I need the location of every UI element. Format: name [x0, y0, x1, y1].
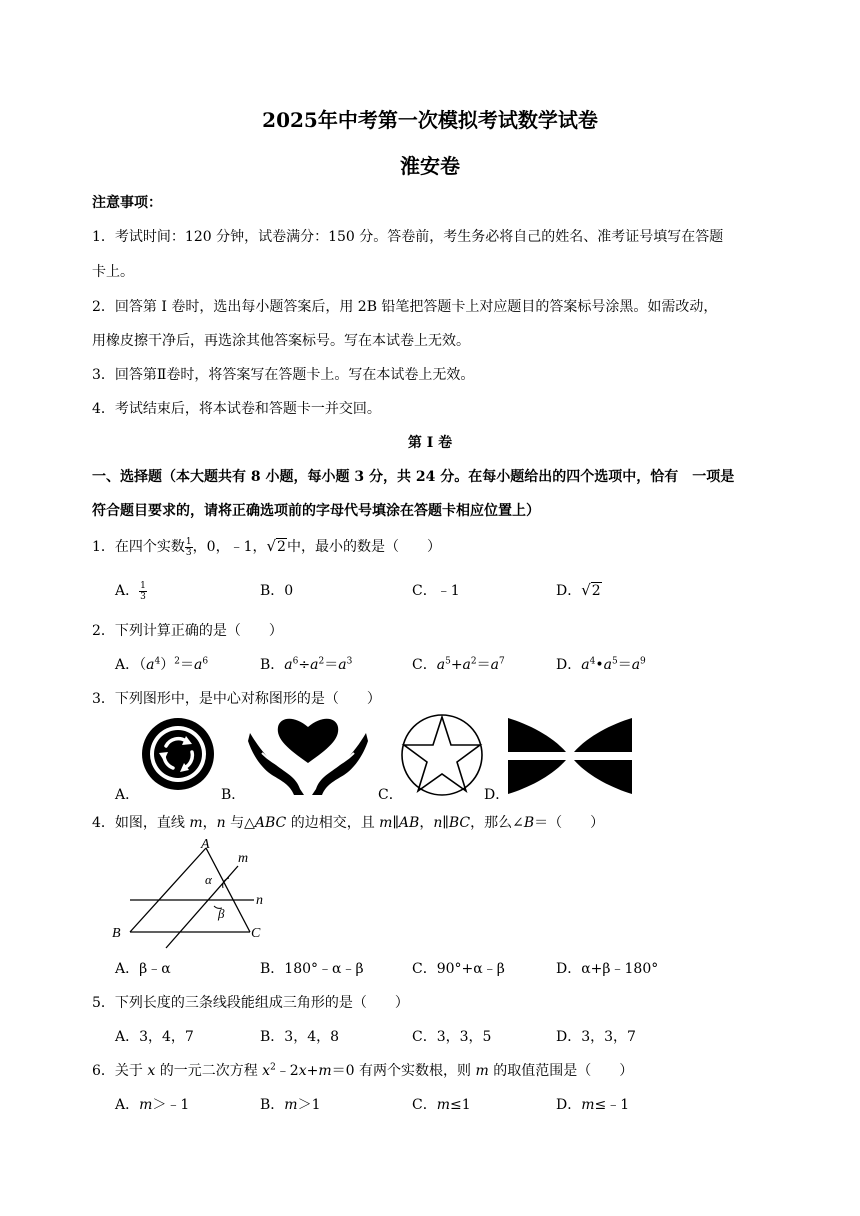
star-circle-figure — [400, 713, 484, 797]
label-vertex-c: C — [251, 926, 261, 941]
label-vertex-a: A — [201, 837, 210, 852]
option-text: C． — [412, 1097, 437, 1113]
q1-option-d[interactable] — [556, 580, 602, 600]
section-heading-a: 一、选择题（本大题共有 8 小题，每小题 3 分，共 24 分。在每小题给出的四个选项中，恰有 一项是 — [92, 469, 735, 485]
q2-option-d[interactable] — [556, 654, 646, 674]
q5-option-b[interactable]: B．3，4，8 — [260, 1029, 340, 1045]
option-text: ＝ — [476, 657, 491, 673]
var: x — [262, 1063, 271, 1079]
option-text: ≤1 — [450, 1097, 471, 1113]
q1-option-b[interactable]: B．0 — [260, 583, 294, 599]
label-line-m: m — [238, 851, 249, 866]
q5-option-a[interactable]: A．3，4，7 — [115, 1029, 194, 1045]
frac-denominator: 3 — [185, 547, 192, 558]
var: n — [433, 815, 443, 831]
exp: 5 — [445, 656, 451, 667]
option-text: ＝ — [179, 657, 194, 673]
section-heading-b: 符合题目要求的，请将正确选项前的字母代号填涂在答题卡相应位置上） — [92, 503, 540, 519]
q6-option-c[interactable] — [412, 1094, 471, 1114]
var: a — [284, 657, 293, 673]
note-3: 3．回答第Ⅱ卷时，将答案写在答题卡上。写在本试卷上无效。 — [92, 367, 475, 383]
q6-option-d[interactable] — [556, 1094, 629, 1114]
q5-option-c[interactable]: C．3，3，5 — [412, 1029, 492, 1045]
option-text: B． — [260, 1097, 285, 1113]
note-1a: 1．考试时间：120 分钟，试卷满分：150 分。答卷前，考生务必将自己的姓名、准考证号填写在答题 — [92, 229, 724, 245]
heart-hands-figure — [248, 713, 368, 797]
q3-stem: 3．下列图形中，是中心对称图形的是（ ） — [92, 691, 381, 707]
var: a — [146, 657, 155, 673]
option-label: D． — [556, 583, 582, 599]
q3-option-c[interactable]: C． — [378, 787, 403, 803]
option-text: ＝ — [617, 657, 632, 673]
var: a — [490, 657, 499, 673]
q2-option-c[interactable] — [412, 654, 505, 674]
q1-option-c[interactable]: C．﹣1 — [412, 583, 460, 599]
option-text: ÷ — [298, 657, 311, 673]
var: a — [581, 657, 590, 673]
q5-option-d[interactable]: D．3，3，7 — [556, 1029, 636, 1045]
q1-stem-c: 中，最小的数是（ ） — [286, 539, 441, 555]
option-text: ） — [160, 657, 175, 673]
label-alpha: α — [205, 872, 212, 887]
option-text: D． — [556, 1097, 582, 1113]
sqrt-radicand: 2 — [277, 539, 286, 555]
label-beta: β — [218, 906, 225, 921]
sqrt-icon: √ — [266, 537, 277, 555]
option-text: • — [595, 657, 604, 673]
var: m — [284, 1097, 298, 1113]
var: a — [193, 657, 203, 673]
q5-stem: 5．下列长度的三条线段能组成三角形的是（ ） — [92, 995, 409, 1011]
stem-text: 的取值范围是（ ） — [488, 1063, 634, 1079]
note-2b: 用橡皮擦干净后，再选涂其他答案标号。写在本试卷上无效。 — [92, 333, 470, 349]
option-label: A． — [115, 583, 140, 599]
var: a — [631, 657, 641, 673]
option-fraction — [139, 581, 147, 602]
option-text: B． — [260, 657, 285, 673]
stem-text: 4．如图，直线 — [92, 815, 190, 831]
frac-numerator: 1 — [185, 536, 192, 547]
exp: 6 — [202, 656, 209, 667]
option-text: C． — [412, 657, 437, 673]
frac-denominator: 3 — [140, 591, 146, 602]
exp: 3 — [346, 656, 353, 667]
var: a — [436, 657, 446, 673]
exp: 6 — [292, 656, 299, 667]
note-2a: 2．回答第 Ⅰ 卷时，选出每小题答案后，用 2B 铅笔把答题卡上对应题目的答案标号涂黑。如需改动， — [92, 299, 718, 315]
var: m — [189, 815, 203, 831]
var: x — [298, 1063, 307, 1079]
stem-text: ＝（ ） — [534, 815, 605, 831]
stem-text: ＝0 有两个实数根，则 — [331, 1063, 476, 1079]
stem-text: ， — [202, 815, 217, 831]
q4-stem — [92, 812, 604, 832]
option-text: ＝ — [324, 657, 339, 673]
option-text: ＞﹣1 — [152, 1097, 190, 1113]
var: m — [139, 1097, 153, 1113]
q1-fraction — [185, 537, 193, 558]
var: m — [475, 1063, 489, 1079]
triangle-figure — [110, 836, 280, 952]
var: ABC — [254, 815, 287, 831]
bow-shape-figure — [508, 718, 632, 794]
exp: 7 — [499, 656, 505, 667]
q4-option-c[interactable]: C．90°+α﹣β — [412, 961, 505, 977]
stem-text: ﹣2 — [275, 1063, 299, 1079]
var: B — [523, 815, 535, 831]
option-text: A． — [115, 1097, 140, 1113]
option-text: D． — [556, 657, 582, 673]
sqrt-icon: √ — [581, 581, 591, 599]
exp: 4 — [589, 656, 596, 667]
stem-text: 与△ — [225, 815, 255, 831]
var: AB — [398, 815, 420, 831]
var: a — [462, 657, 471, 673]
exp: 9 — [640, 656, 646, 667]
option-text: ＞1 — [297, 1097, 321, 1113]
var: n — [216, 815, 226, 831]
q6-option-a[interactable] — [115, 1094, 189, 1114]
q4-option-b[interactable]: B．180°﹣α﹣β — [260, 961, 364, 977]
exp: 2 — [318, 656, 325, 667]
stem-text: 的边相交，且 — [286, 815, 380, 831]
q1-stem-b: ，0，﹣1， — [192, 539, 267, 555]
q3-option-d[interactable]: D． — [484, 787, 510, 803]
stem-text: ∥ — [392, 815, 399, 831]
exam-subtitle: 淮安卷 — [400, 154, 460, 178]
q6-stem — [92, 1060, 633, 1080]
q2-option-b[interactable] — [260, 654, 352, 674]
q3-option-b[interactable]: B． — [221, 787, 246, 803]
stem-text: ， — [419, 815, 434, 831]
exp: 5 — [611, 656, 618, 667]
stem-text: + — [306, 1063, 319, 1079]
exp: 2 — [470, 656, 477, 667]
volume-heading: 第 Ⅰ 卷 — [407, 435, 453, 451]
stem-text: 6．关于 — [92, 1063, 148, 1079]
var: m — [581, 1097, 595, 1113]
note-4: 4．考试结束后，将本试卷和答题卡一并交回。 — [92, 401, 381, 417]
var: a — [338, 657, 347, 673]
q4-option-d[interactable]: D．α+β﹣180° — [556, 961, 659, 977]
var: m — [379, 815, 393, 831]
q2-stem: 2．下列计算正确的是（ ） — [92, 623, 283, 639]
q1-stem-a: 1．在四个实数 — [92, 539, 185, 555]
var: a — [310, 657, 319, 673]
q6-option-b[interactable] — [260, 1094, 321, 1114]
notes-heading: 注意事项： — [92, 195, 162, 211]
frac-numerator: 1 — [140, 580, 146, 591]
var: m — [436, 1097, 450, 1113]
var: x — [147, 1063, 156, 1079]
exp: 4 — [154, 656, 161, 667]
exam-title: 2025年中考第一次模拟考试数学试卷 — [262, 108, 598, 132]
var: BC — [448, 815, 471, 831]
q3-option-a[interactable]: A． — [115, 787, 140, 803]
var: m — [318, 1063, 332, 1079]
option-text: A．（ — [115, 657, 147, 673]
q4-option-a[interactable]: A．β﹣α — [115, 961, 171, 977]
sqrt-radicand: 2 — [591, 583, 601, 599]
stem-text: 的一元二次方程 — [155, 1063, 263, 1079]
stem-text: ∥ — [442, 815, 449, 831]
option-text: + — [450, 657, 463, 673]
label-line-n: n — [256, 893, 263, 908]
stem-text: ，那么∠ — [470, 815, 524, 831]
recycle-circle-figure — [140, 716, 216, 792]
exp: 2 — [270, 1062, 276, 1073]
option-text: ≤﹣1 — [594, 1097, 630, 1113]
q1-stem — [92, 536, 441, 558]
var: a — [603, 657, 612, 673]
q1-option-a[interactable] — [115, 580, 147, 602]
note-1b: 卡上。 — [92, 264, 134, 280]
label-vertex-b: B — [112, 926, 121, 941]
q2-option-a[interactable] — [115, 654, 208, 674]
exp: 2 — [174, 656, 180, 667]
